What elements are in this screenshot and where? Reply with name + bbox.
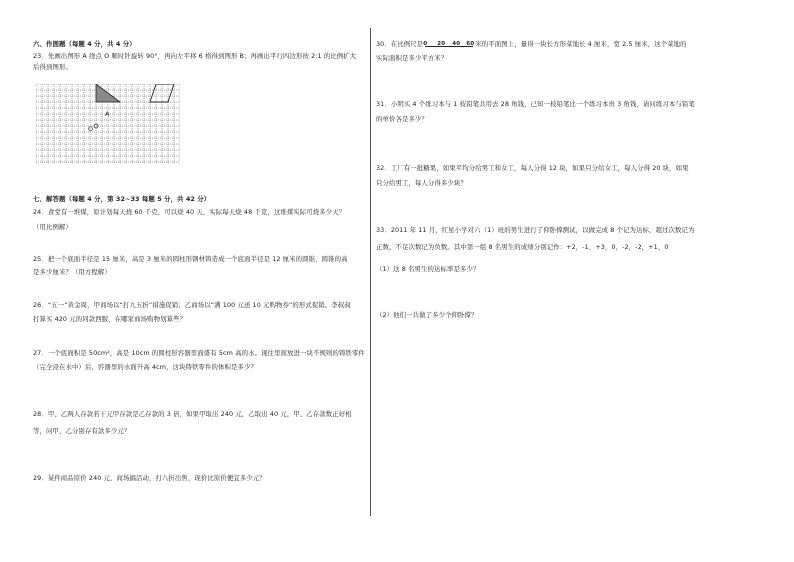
question-28-text-cont: 等，问甲、乙分别存有款多少元？ (33, 427, 131, 435)
question-24-text-cont: （用比例解） (33, 223, 72, 231)
question-24-text: 24．食堂有一堆煤，原计划每天烧 60 千克，可以烧 40 天，实际每天烧 48 千克，这堆煤实际可烧多少天？ (33, 208, 346, 216)
scale-tick-20: 20 (437, 41, 446, 47)
question-26-text: 26．“五一”黄金周，甲商场以“打九五折”措施促销；乙商场以“满 100 元送 10 元购物券”的形式促销。李叔叔 (33, 301, 351, 309)
scale-tick-0: 0 (423, 41, 428, 47)
drawing-grid (36, 84, 180, 164)
column-divider (370, 28, 371, 516)
scale-bar (423, 40, 475, 48)
question-33-text-cont: 正数，不足次数记为负数。其中第一组 8 名男生的成绩分别记作：+2，-1，+3，0，-2，-2，+1，0 (376, 243, 669, 251)
question-29-text: 29．某件商品原价 240 元，商场搞活动，打八折出售，现价比原价便宜多少元？ (33, 474, 266, 482)
scale-tick-60: 60 (466, 41, 475, 47)
section-7-header: 七、解答题（每题 4 分，第 32~33 每题 5 分，共 42 分） (33, 195, 211, 203)
question-33-part-2: （2）他们一共做了多少个仰卧撑？ (376, 311, 478, 319)
question-33-text: 33．2011 年 11 月，红星小学对六（1）班的男生进行了仰卧撑测试，以做完成 8 个记为达标，超过次数记为 (376, 226, 695, 234)
question-31-text: 31．小明买 4 个练习本与 1 枝铅笔共用去 28 角钱，已知一枝铅笔比一个练习本贵 3 角钱，请问练习本与铅笔 (376, 100, 695, 108)
question-27-text: 27．一个底面积是 50cm²，高是 10cm 的圆柱形容器里面盛有 5cm 高的水。现往里面放进一块不规则的铸铁零件 (33, 349, 365, 357)
question-32-text-cont: 只分给男工，每人分得多少块？ (376, 179, 467, 187)
question-27-text-cont: （完全浸在水中）后，容器里的水面升高 4cm，这块铸铁零件的体积是多少？ (33, 363, 257, 371)
scale-tick-40: 40 (452, 41, 461, 47)
question-25-text: 25．把一个底面半径是 15 厘米，高是 3 厘米的圆柱形钢材铸造成一个底面半径是 12 厘米的圆锥，圆锥的高 (33, 255, 348, 263)
question-26-text-cont: 打算买 420 元的同款西服，在哪家商场购物划算些？ (33, 315, 187, 323)
question-30-prefix: 30．在比例尺是 (376, 40, 424, 48)
question-33-part-1: （1）这 8 名男生的达标率是多少？ (376, 265, 480, 273)
question-23-text-cont: 后得到图形。 (33, 63, 72, 71)
label-a: A (105, 110, 110, 118)
section-6-header: 六、作图题（每题 4 分，共 4 分） (33, 40, 136, 48)
label-o: O (88, 125, 94, 133)
question-30-suffix: 米的平面图上，量得一块长方形菜地长 4 厘米，宽 2.5 厘米，这个菜地的 (475, 40, 687, 48)
question-31-text-cont: 的单价各是多少？ (376, 115, 428, 123)
question-30-text (376, 40, 687, 48)
question-32-text: 32．工厂有一批糖果，如果平均分给男工和女工，每人分得 12 块，如果只分给女工，每人分得 20 块，如果 (376, 164, 689, 172)
question-23-text: 23．先画出图形 A 绕点 O 顺时针旋转 90°，再向左平移 6 格得到图形 B；再画出平行四边形按 2:1 的比例扩大 (33, 52, 357, 60)
question-30-text-cont: 实际面积是多少平方米？ (376, 54, 448, 62)
question-25-text-cont: 是多少厘米？（用方程解） (33, 268, 111, 276)
question-28-text: 28．甲、乙两人存款若干元甲存款是乙存款的 3 倍，如果甲取出 240 元，乙取出 40 元，甲、乙存款数正好相 (33, 410, 352, 418)
